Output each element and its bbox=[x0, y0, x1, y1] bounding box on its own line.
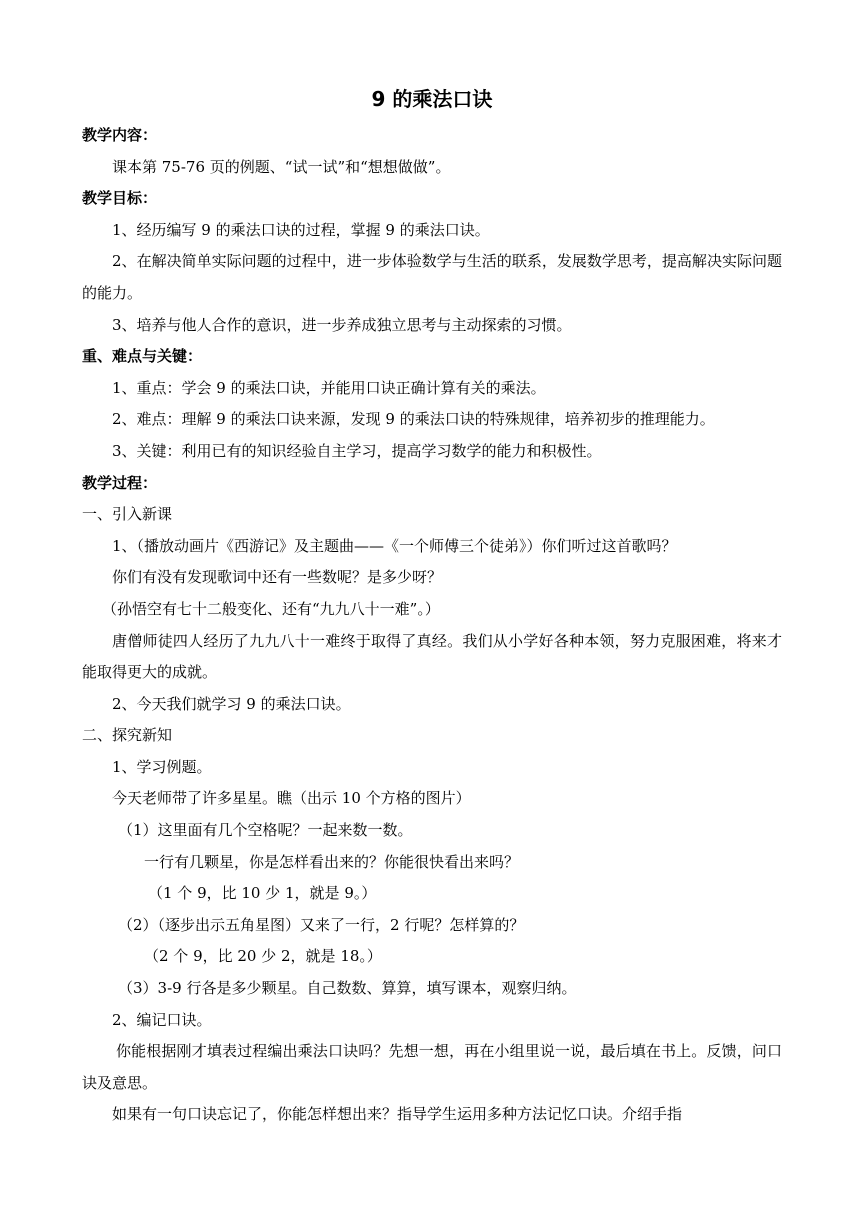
paragraph: 2、编记口诀。 bbox=[112, 1010, 212, 1029]
paragraph: 你们有没有发现歌词中还有一些数呢？是多少呀？ bbox=[112, 568, 443, 587]
paragraph: （1 个 9，比 10 少 1，就是 9。） bbox=[148, 884, 377, 903]
paragraph: 2、在解决简单实际问题的过程中，进一步体验数学与生活的联系，发展数学思考，提高解决实际问题的能力。 bbox=[82, 252, 782, 302]
paragraph: 3、关键：利用已有的知识经验自主学习，提高学习数学的能力和积极性。 bbox=[112, 441, 602, 460]
paragraph: 1、重点：学会 9 的乘法口诀，并能用口诀正确计算有关的乘法。 bbox=[112, 378, 546, 397]
section-heading-content: 教学内容： bbox=[82, 126, 158, 144]
paragraph: 唐僧师徒四人经历了九九八十一难终于取得了真经。我们从小学好各种本领，努力克服困难，将来才能取得更大的成就。 bbox=[82, 631, 782, 682]
subsection-heading: 一、引入新课 bbox=[82, 505, 173, 524]
paragraph: 2、今天我们就学习 9 的乘法口诀。 bbox=[112, 694, 351, 713]
document-page bbox=[82, 84, 782, 1131]
paragraph: （2）（逐步出示五角星图）又来了一行，2 行呢？怎样算的？ bbox=[118, 915, 525, 934]
paragraph: （2 个 9，比 20 少 2，就是 18。） bbox=[144, 947, 382, 966]
paragraph: 如果有一句口诀忘记了，你能怎样想出来？指导学生运用多种方法记忆口诀。介绍手指 bbox=[112, 1105, 683, 1124]
paragraph: 2、难点：理解 9 的乘法口诀来源，发现 9 的乘法口诀的特殊规律，培养初步的推理能力。 bbox=[112, 410, 715, 429]
subsection-heading: 二、探究新知 bbox=[82, 726, 173, 745]
section-heading-process: 教学过程： bbox=[82, 473, 158, 492]
paragraph: （1）这里面有几个空格呢？一起来数一数。 bbox=[118, 821, 413, 840]
page-title: 9 的乘法口诀 bbox=[371, 87, 493, 111]
paragraph: 你能根据刚才填表过程编出乘法口诀吗？先想一想，再在小组里说一说，最后填在书上。反馈，问口诀及意思。 bbox=[82, 1042, 782, 1092]
paragraph: （孙悟空有七十二般变化、还有“九九八十一难”。） bbox=[102, 599, 440, 618]
paragraph: 1、（播放动画片《西游记》及主题曲——《一个师傅三个徒弟》）你们听过这首歌吗？ bbox=[112, 536, 677, 555]
section-heading-goals: 教学目标： bbox=[82, 189, 158, 208]
paragraph: 课本第 75-76 页的例题、“试一试”和“想想做做”。 bbox=[112, 157, 451, 176]
paragraph: 1、经历编写 9 的乘法口诀的过程，掌握 9 的乘法口诀。 bbox=[112, 220, 490, 239]
paragraph: 今天老师带了许多星星。瞧（出示 10 个方格的图片） bbox=[112, 789, 471, 808]
section-heading-key-points: 重、难点与关键： bbox=[82, 347, 203, 366]
paragraph: （3）3-9 行各是多少颗星。自己数数、算算，填写课本，观察归纳。 bbox=[118, 979, 577, 998]
paragraph: 1、学习例题。 bbox=[112, 757, 212, 776]
paragraph: 3、培养与他人合作的意识，进一步养成独立思考与主动探索的习惯。 bbox=[112, 315, 572, 334]
paragraph: 一行有几颗星，你是怎样看出来的？你能很快看出来吗？ bbox=[144, 852, 520, 871]
